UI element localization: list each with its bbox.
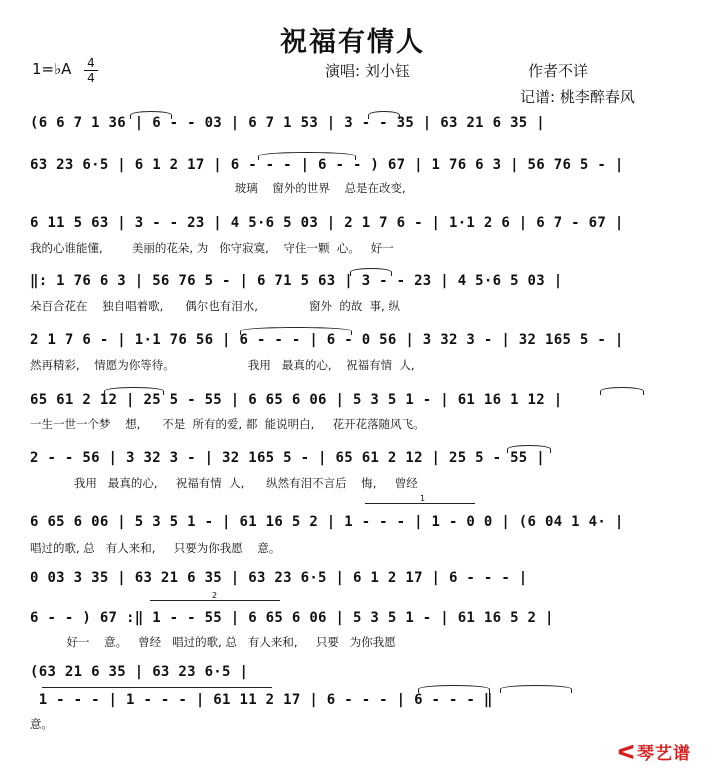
slur-mark: [418, 685, 490, 693]
logo-text: 琴艺谱: [637, 744, 691, 764]
song-title: 祝福有情人: [280, 27, 425, 58]
lyric-line-3: 我的心谁能懂, 美丽的花朵, 为 你守寂寞, 守住一颗 心。 好一: [30, 241, 394, 255]
singer-credit: 演唱: 刘小钰: [325, 62, 410, 80]
slur-mark: [130, 111, 172, 119]
score-line-11: (63 21 6 35 | 63 23 6·5 |: [30, 664, 249, 680]
lyric-line-2: 玻璃 窗外的世界 总是在改变,: [30, 181, 406, 195]
transcriber-credit: 记谱: 桃李醉春风: [520, 88, 635, 106]
slur-mark: [240, 327, 352, 335]
lyric-line-5: 然再精彩, 情愿为你等待。 我用 最真的心, 祝福有情 人,: [30, 358, 415, 372]
volta-bracket-1: [365, 503, 475, 504]
slur-mark: [507, 445, 551, 453]
score-line-5: 2 1 7 6 - | 1·1 76 56 | 6 - - - | 6 - 0 56 | 3 32 3 - | 32 165 5 - |: [30, 332, 624, 348]
score-line-4: ‖: 1 76 6 3 | 56 76 5 - | 6 71 5 63 | 3 - - 23 | 4 5·6 5 03 |: [30, 273, 563, 289]
time-signature: [84, 57, 98, 84]
slur-mark: [258, 152, 356, 160]
slur-mark: [368, 111, 400, 119]
score-line-8: 6 65 6 06 | 5 3 5 1 - | 61 16 5 2 | 1 - - - | 1 - 0 0 | (6 04 1 4· |: [30, 514, 624, 530]
slur-mark: [350, 268, 392, 276]
score-line-1: (6 6 7 1 36 | 6 - - 03 | 6 7 1 53 | 3 - - 35 | 63 21 6 35 |: [30, 115, 545, 131]
score-line-10: 6 - - ) 67 :‖ 1 - - 55 | 6 65 6 06 | 5 3 5 1 - | 61 16 5 2 |: [30, 610, 554, 626]
score-line-2: 63 23 6·5 | 6 1 2 17 | 6 - - - | 6 - - ) 67 | 1 76 6 3 | 56 76 5 - |: [30, 157, 624, 173]
slur-mark: [104, 387, 164, 395]
score-line-7: 2 - - 56 | 3 32 3 - | 32 165 5 - | 65 61 2 12 | 25 5 - 55 |: [30, 450, 545, 466]
volta-bracket-2: [150, 600, 280, 601]
volta-number-2: 2: [212, 591, 218, 600]
site-logo: [617, 739, 691, 764]
meter-top: 4: [87, 56, 95, 70]
lyric-line-10: 好一 意。 曾经 唱过的歌, 总 有人来和, 只要 为你我愿: [30, 635, 396, 649]
slur-mark: [500, 685, 572, 693]
score-line-3: 6 11 5 63 | 3 - - 23 | 4 5·6 5 03 | 2 1 7 6 - | 1·1 2 6 | 6 7 - 67 |: [30, 215, 624, 231]
slur-mark: [600, 387, 644, 395]
score-line-6: 65 61 2 12 | 25 5 - 55 | 6 65 6 06 | 5 3 5 1 - | 61 16 1 12 |: [30, 392, 563, 408]
lyric-line-4: 朵百合花在 独自唱着歌, 偶尔也有泪水, 窗外 的故 事, 纵: [30, 299, 400, 313]
key-signature: 1=♭A: [32, 60, 72, 78]
logo-icon: ᐸ: [617, 739, 635, 764]
author-credit: 作者不详: [528, 62, 589, 80]
meter-bottom: 4: [87, 71, 95, 85]
tie-line: [42, 687, 272, 688]
score-line-12: 1 - - - | 1 - - - | 61 11 2 17 | 6 - - - | 6 - - - ‖: [30, 692, 493, 708]
lyric-line-12: 意。: [30, 717, 53, 731]
score-line-9: 0 03 3 35 | 63 21 6 35 | 63 23 6·5 | 6 1 2 17 | 6 - - - |: [30, 570, 528, 586]
volta-number-1: 1: [420, 494, 426, 503]
lyric-line-6: 一生一世一个梦 想, 不是 所有的爱, 都 能说明白, 花开花落随风飞。: [30, 417, 425, 431]
lyric-line-8: 唱过的歌, 总 有人来和, 只要为你我愿 意。: [30, 541, 281, 555]
lyric-line-7: 我用 最真的心, 祝福有情 人, 纵然有泪不言后 悔, 曾经: [30, 476, 418, 490]
